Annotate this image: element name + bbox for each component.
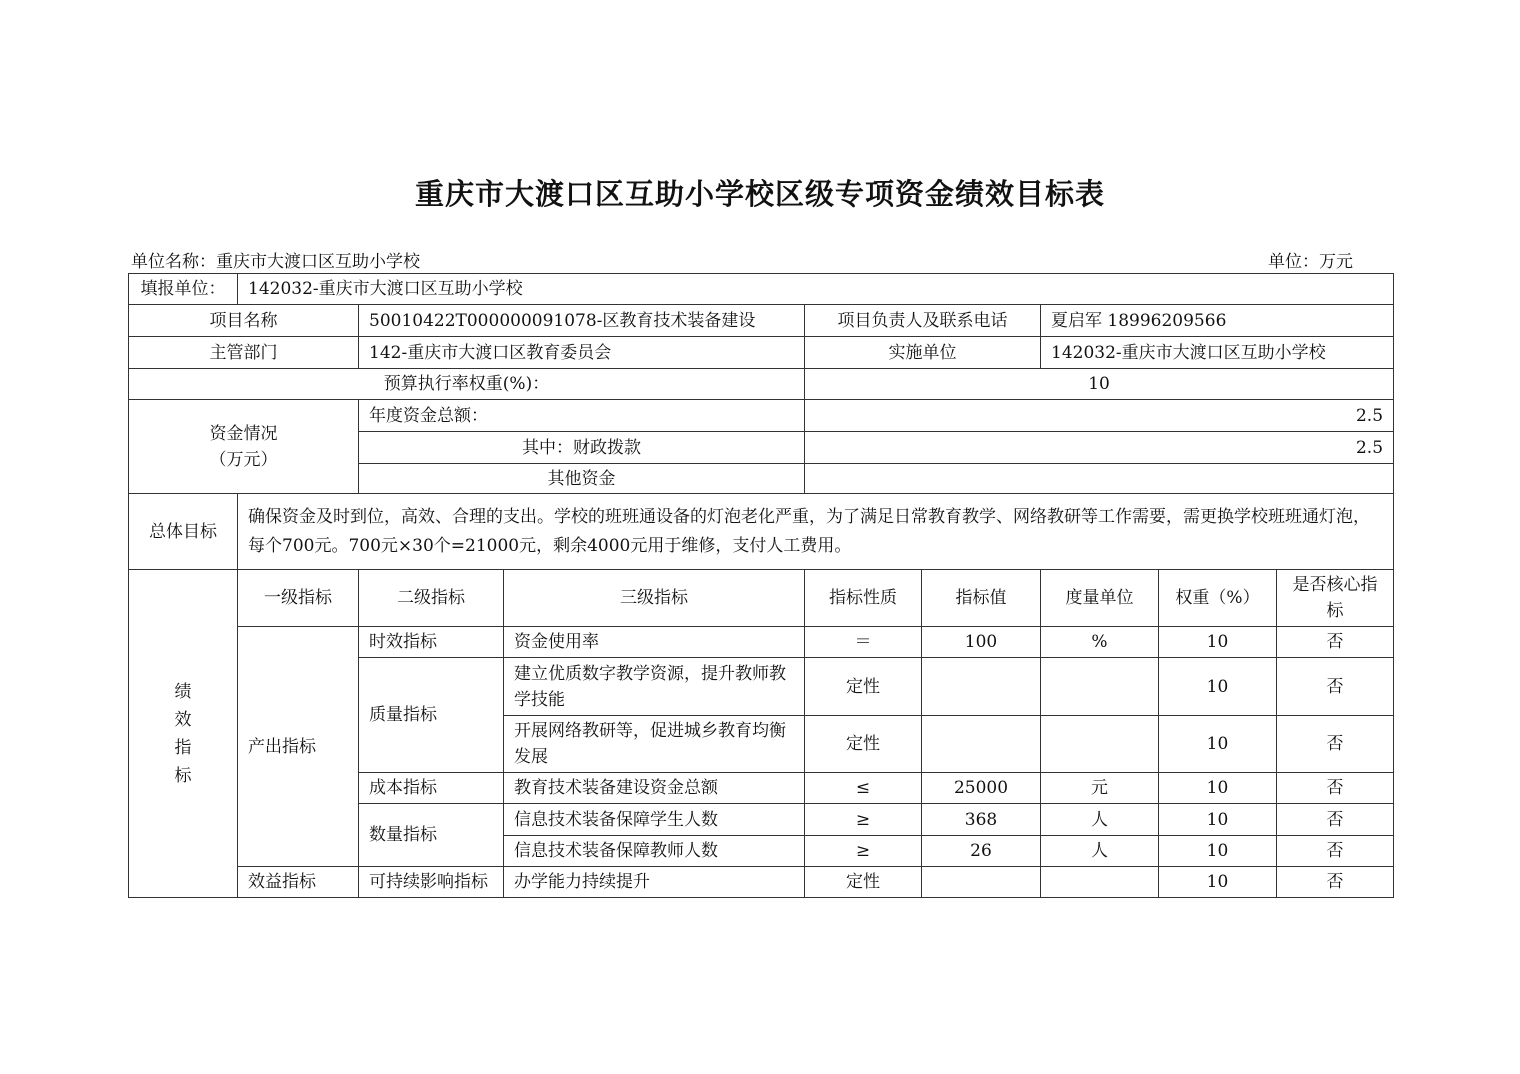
goal-label: 总体目标 <box>129 494 238 570</box>
currency-unit: 单位：万元 <box>1268 252 1353 272</box>
unit-cell: 人 <box>1041 804 1159 836</box>
weight-cell: 10 <box>1159 658 1277 716</box>
unit-cell: 人 <box>1041 836 1159 867</box>
funds-label <box>129 400 359 494</box>
perf-label-char: 标 <box>174 765 192 786</box>
funds-total-row <box>129 400 1394 432</box>
value-cell: 25000 <box>922 773 1041 804</box>
weight-cell: 10 <box>1159 716 1277 773</box>
level3-cell: 教育技术装备建设资金总额 <box>504 773 805 804</box>
core-cell: 否 <box>1277 836 1394 867</box>
core-cell: 否 <box>1277 804 1394 836</box>
nature-cell: ≤ <box>805 773 922 804</box>
level2-cell: 可持续影响指标 <box>359 867 504 898</box>
level3-cell: 开展网络教研等，促进城乡教育均衡发展 <box>504 716 805 773</box>
funds-total-label: 年度资金总额： <box>359 400 805 432</box>
goal-text: 确保资金及时到位，高效、合理的支出。学校的班班通设备的灯泡老化严重，为了满足日常教育教学、网络教研等工作需要，需更换学校班班通灯泡，每个700元。700元×30个=21000元，剩余4000元用于维修，支付人工费用。 <box>238 494 1394 570</box>
level2-cell: 成本指标 <box>359 773 504 804</box>
weight-cell: 10 <box>1159 773 1277 804</box>
header-cell: 二级指标 <box>359 570 504 627</box>
contact-value: 夏启军 18996209566 <box>1041 305 1394 337</box>
header-cell: 指标性质 <box>805 570 922 627</box>
project-label: 项目名称 <box>129 305 359 337</box>
core-cell: 否 <box>1277 773 1394 804</box>
level3-cell: 建立优质数字教学资源，提升教师教学技能 <box>504 658 805 716</box>
unit-cell: % <box>1041 627 1159 658</box>
contact-label: 项目负责人及联系电话 <box>805 305 1041 337</box>
header-cell: 权重（%） <box>1159 570 1277 627</box>
filler-label: 填报单位： <box>129 274 238 305</box>
funds-other-value <box>805 464 1394 494</box>
level3-cell: 办学能力持续提升 <box>504 867 805 898</box>
perf-label-char: 效 <box>174 709 192 730</box>
project-row <box>129 305 1394 337</box>
core-cell: 否 <box>1277 627 1394 658</box>
level2-cell: 质量指标 <box>359 658 504 773</box>
impl-value: 142032-重庆市大渡口区互助小学校 <box>1041 337 1394 369</box>
funds-sublabel: （万元） <box>209 449 278 470</box>
impl-label: 实施单位 <box>805 337 1041 369</box>
value-cell: 368 <box>922 804 1041 836</box>
funds-fiscal-label: 其中：财政拨款 <box>359 432 805 464</box>
weight-cell: 10 <box>1159 836 1277 867</box>
header-cell: 是否核心指标 <box>1277 570 1394 627</box>
dept-label: 主管部门 <box>129 337 359 369</box>
unit-name: 单位名称：重庆市大渡口区互助小学校 <box>131 252 420 272</box>
dept-row <box>129 337 1394 369</box>
header-cell: 一级指标 <box>238 570 359 627</box>
weight-cell: 10 <box>1159 804 1277 836</box>
value-cell <box>922 658 1041 716</box>
table-row <box>129 867 1394 898</box>
nature-cell: 定性 <box>805 867 922 898</box>
budget-weight-row <box>129 369 1394 400</box>
goal-row <box>129 494 1394 570</box>
nature-cell: 定性 <box>805 716 922 773</box>
unit-cell <box>1041 867 1159 898</box>
unit-cell <box>1041 658 1159 716</box>
level3-cell: 信息技术装备保障教师人数 <box>504 836 805 867</box>
value-cell: 26 <box>922 836 1041 867</box>
funds-fiscal-value: 2.5 <box>805 432 1394 464</box>
nature-cell: ≥ <box>805 836 922 867</box>
budget-weight-label: 预算执行率权重(%)： <box>129 369 805 400</box>
dept-value: 142-重庆市大渡口区教育委员会 <box>359 337 805 369</box>
budget-weight-value: 10 <box>805 369 1394 400</box>
perf-label-char: 绩 <box>174 681 192 702</box>
level3-cell: 资金使用率 <box>504 627 805 658</box>
perf-label <box>129 570 238 898</box>
funds-total-value: 2.5 <box>805 400 1394 432</box>
filler-value: 142032-重庆市大渡口区互助小学校 <box>238 274 1394 305</box>
filler-row <box>129 274 1394 305</box>
performance-table <box>128 273 1394 898</box>
weight-cell: 10 <box>1159 867 1277 898</box>
page-title: 重庆市大渡口区互助小学校区级专项资金绩效目标表 <box>414 177 1105 211</box>
perf-label-char: 指 <box>174 737 192 758</box>
level1-cell: 效益指标 <box>238 867 359 898</box>
funds-label-text: 资金情况 <box>209 423 278 444</box>
core-cell: 否 <box>1277 658 1394 716</box>
value-cell <box>922 716 1041 773</box>
level2-cell: 数量指标 <box>359 804 504 867</box>
value-cell: 100 <box>922 627 1041 658</box>
level2-cell: 时效指标 <box>359 627 504 658</box>
level1-cell: 产出指标 <box>238 627 359 867</box>
perf-header-row <box>129 570 1394 627</box>
header-cell: 三级指标 <box>504 570 805 627</box>
header-cell: 指标值 <box>922 570 1041 627</box>
unit-cell: 元 <box>1041 773 1159 804</box>
value-cell <box>922 867 1041 898</box>
project-value: 50010422T000000091078-区教育技术装备建设 <box>359 305 805 337</box>
weight-cell: 10 <box>1159 627 1277 658</box>
core-cell: 否 <box>1277 867 1394 898</box>
core-cell: 否 <box>1277 716 1394 773</box>
unit-cell <box>1041 716 1159 773</box>
nature-cell: ≥ <box>805 804 922 836</box>
nature-cell: ＝ <box>805 627 922 658</box>
funds-other-label: 其他资金 <box>359 464 805 494</box>
level3-cell: 信息技术装备保障学生人数 <box>504 804 805 836</box>
header-cell: 度量单位 <box>1041 570 1159 627</box>
table-row <box>129 627 1394 658</box>
nature-cell: 定性 <box>805 658 922 716</box>
